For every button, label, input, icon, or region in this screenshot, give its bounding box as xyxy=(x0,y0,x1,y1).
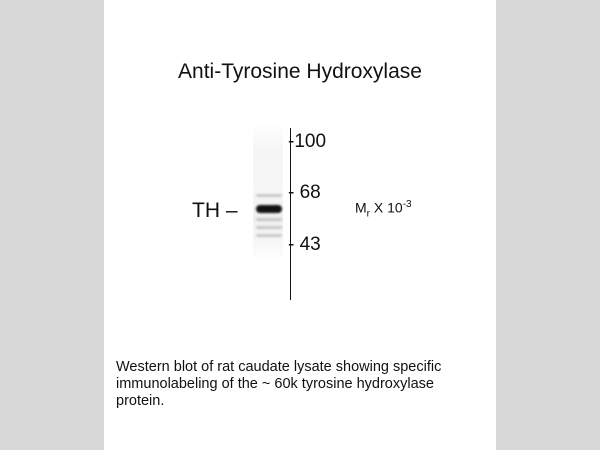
marker-label-68: - 68 xyxy=(288,182,321,203)
mr-subscript: r xyxy=(366,208,371,220)
marker-label-43: - 43 xyxy=(288,234,321,255)
figure-caption xyxy=(116,359,488,410)
mr-base: M xyxy=(355,199,367,216)
blot-lane xyxy=(253,122,283,262)
figure-panel xyxy=(104,0,496,450)
band-label: TH – xyxy=(192,199,238,222)
mr-superscript: -3 xyxy=(402,199,412,210)
marker-label-100: -100 xyxy=(288,131,327,152)
caption-line-1: Western blot of rat caudate lysate showing specific xyxy=(116,359,442,375)
faint-band-upper xyxy=(256,194,282,197)
marker-axis-line xyxy=(290,128,291,300)
th-band xyxy=(256,205,282,213)
caption-line-3: protein. xyxy=(116,393,165,409)
caption-line-2: immunolabeling of the ~ 60k tyrosine hydroxylase xyxy=(116,376,434,392)
faint-band-lower-2 xyxy=(256,226,282,229)
faint-band-lower-1 xyxy=(256,218,282,221)
molecular-weight-unit-label xyxy=(355,200,412,219)
faint-band-lower-3 xyxy=(256,234,282,237)
figure-title: Anti-Tyrosine Hydroxylase xyxy=(178,60,422,83)
mr-middle: X 10 xyxy=(370,199,403,216)
